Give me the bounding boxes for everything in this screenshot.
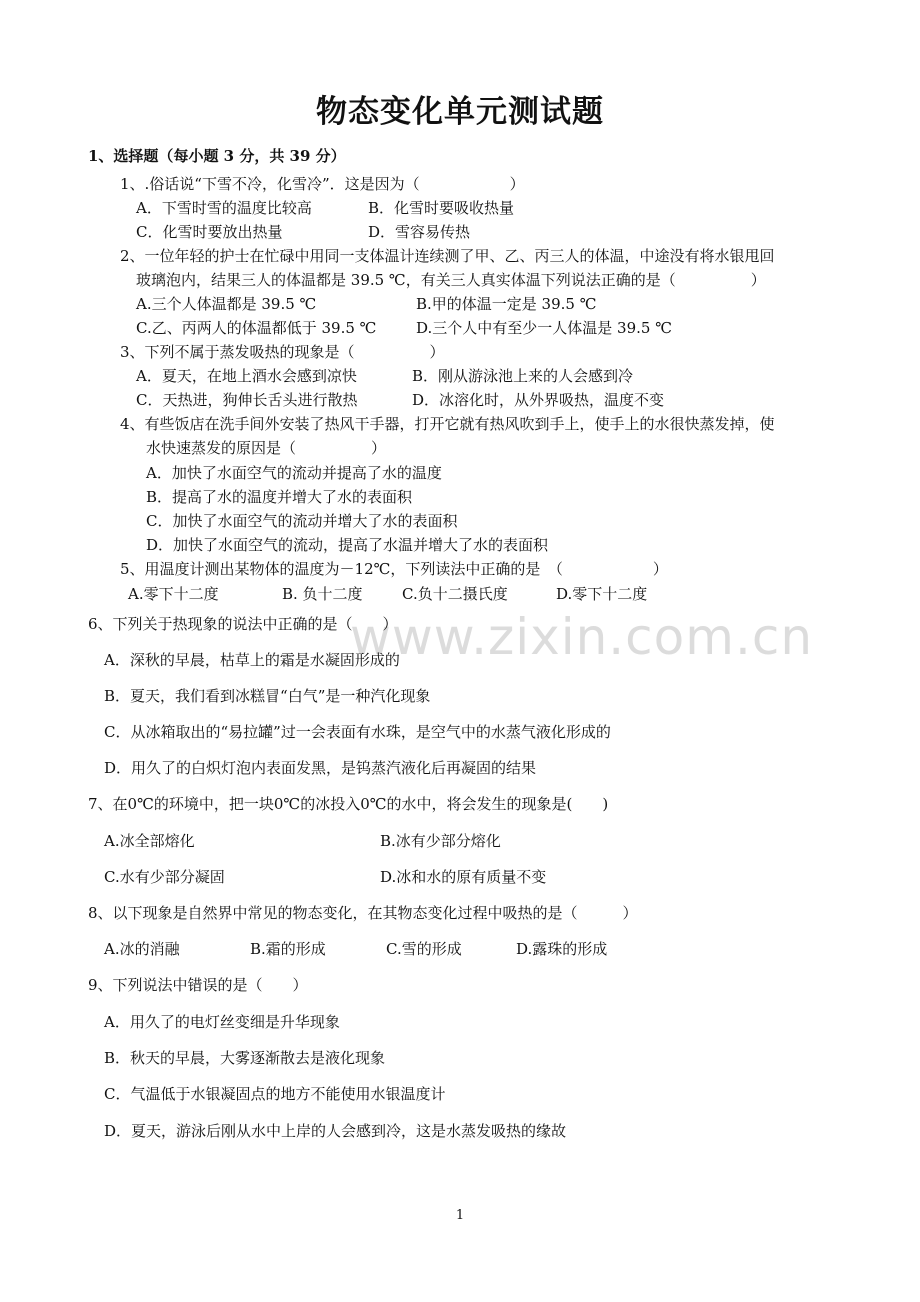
question-4-stem-line2: 水快速蒸发的原因是（ ）: [146, 439, 387, 457]
question-5-stem: 5、用温度计测出某物体的温度为－12℃，下列读法中正确的是 （ ）: [120, 560, 668, 578]
question-2-option-c: C.乙、丙两人的体温都低于 39.5 ℃: [136, 319, 377, 337]
question-1-option-a: A．下雪时雪的温度比较高: [136, 199, 312, 217]
question-2-option-a: A.三个人体温都是 39.5 ℃: [136, 295, 317, 313]
page-number: 1: [455, 1208, 465, 1223]
question-6-option-a: A．深秋的早晨，枯草上的霜是水凝固形成的: [104, 651, 400, 669]
question-5-option-c: C.负十二摄氏度: [402, 585, 508, 603]
section-heading: 1、选择题（每小题 3 分，共 39 分）: [88, 147, 346, 165]
question-6-option-d: D．用久了的白炽灯泡内表面发黑，是钨蒸汽液化后再凝固的结果: [104, 759, 537, 777]
question-4-option-d: D．加快了水面空气的流动，提高了水温并增大了水的表面积: [146, 536, 549, 554]
question-2-stem-line1: 2、一位年轻的护士在忙碌中用同一支体温计连续测了甲、乙、丙三人的体温，中途没有将水银甩回: [120, 247, 775, 265]
question-2-option-b: B.甲的体温一定是 39.5 ℃: [416, 295, 597, 313]
question-3-stem: 3、下列不属于蒸发吸热的现象是（ ）: [120, 343, 445, 361]
question-9-option-d: D．夏天，游泳后刚从水中上岸的人会感到冷，这是水蒸发吸热的缘故: [104, 1122, 567, 1140]
question-2-stem-line2: 玻璃泡内，结果三人的体温都是 39.5 ℃，有关三人真实体温下列说法正确的是（ ）: [136, 271, 766, 289]
question-4-option-c: C．加快了水面空气的流动并增大了水的表面积: [146, 512, 458, 530]
question-9-option-c: C．气温低于水银凝固点的地方不能使用水银温度计: [104, 1085, 446, 1103]
question-8-option-a: A.冰的消融: [104, 940, 180, 958]
question-1-option-b: B．化雪时要吸收热量: [368, 199, 515, 217]
question-4-option-a: A．加快了水面空气的流动并提高了水的温度: [146, 464, 442, 482]
question-1-stem: 1、.俗话说“下雪不冷，化雪冷”．这是因为（ ）: [120, 175, 525, 193]
question-3-option-c: C．天热进，狗伸长舌头进行散热: [136, 391, 358, 409]
question-8-stem: 8、以下现象是自然界中常见的物态变化，在其物态变化过程中吸热的是（ ）: [88, 904, 638, 922]
question-4-stem-line1: 4、有些饭店在洗手间外安装了热风干手器，打开它就有热风吹到手上，使手上的水很快蒸发掉，使: [120, 415, 775, 433]
question-6-stem: 6、下列关于热现象的说法中正确的是（ ）: [88, 615, 398, 633]
question-8-option-d: D.露珠的形成: [516, 940, 608, 958]
question-7-option-c: C.水有少部分凝固: [104, 868, 225, 886]
question-4-option-b: B．提高了水的温度并增大了水的表面积: [146, 488, 413, 506]
question-3-option-b: B．刚从游泳池上来的人会感到冷: [412, 367, 634, 385]
question-9-option-a: A．用久了的电灯丝变细是升华现象: [104, 1013, 340, 1031]
question-7-stem: 7、在0℃的环境中，把一块0℃的冰投入0℃的水中，将会发生的现象是( ): [88, 795, 609, 813]
page-title: 物态变化单元测试题: [316, 94, 604, 130]
question-1-option-c: C．化雪时要放出热量: [136, 223, 283, 241]
question-5-option-b: B. 负十二度: [282, 585, 363, 603]
question-7-option-a: A.冰全部熔化: [104, 832, 195, 850]
question-9-option-b: B．秋天的早晨，大雾逐渐散去是液化现象: [104, 1049, 386, 1067]
question-1-option-d: D．雪容易传热: [368, 223, 471, 241]
question-9-stem: 9、下列说法中错误的是（ ）: [88, 976, 308, 994]
question-8-option-c: C.雪的形成: [386, 940, 462, 958]
question-3-option-d: D．冰溶化时，从外界吸热，温度不变: [412, 391, 665, 409]
watermark: www.zixin.com.cn: [350, 608, 814, 666]
question-6-option-b: B．夏天，我们看到冰糕冒“白气”是一种汽化现象: [104, 687, 431, 705]
question-8-option-b: B.霜的形成: [250, 940, 326, 958]
question-3-option-a: A．夏天，在地上酒水会感到凉快: [136, 367, 357, 385]
question-5-option-a: A.零下十二度: [128, 585, 219, 603]
question-5-option-d: D.零下十二度: [556, 585, 648, 603]
question-6-option-c: C．从冰箱取出的“易拉罐”过一会表面有水珠，是空气中的水蒸气液化形成的: [104, 723, 611, 741]
question-7-option-d: D.冰和水的原有质量不变: [380, 868, 547, 886]
question-7-option-b: B.冰有少部分熔化: [380, 832, 501, 850]
question-2-option-d: D.三个人中有至少一人体温是 39.5 ℃: [416, 319, 672, 337]
